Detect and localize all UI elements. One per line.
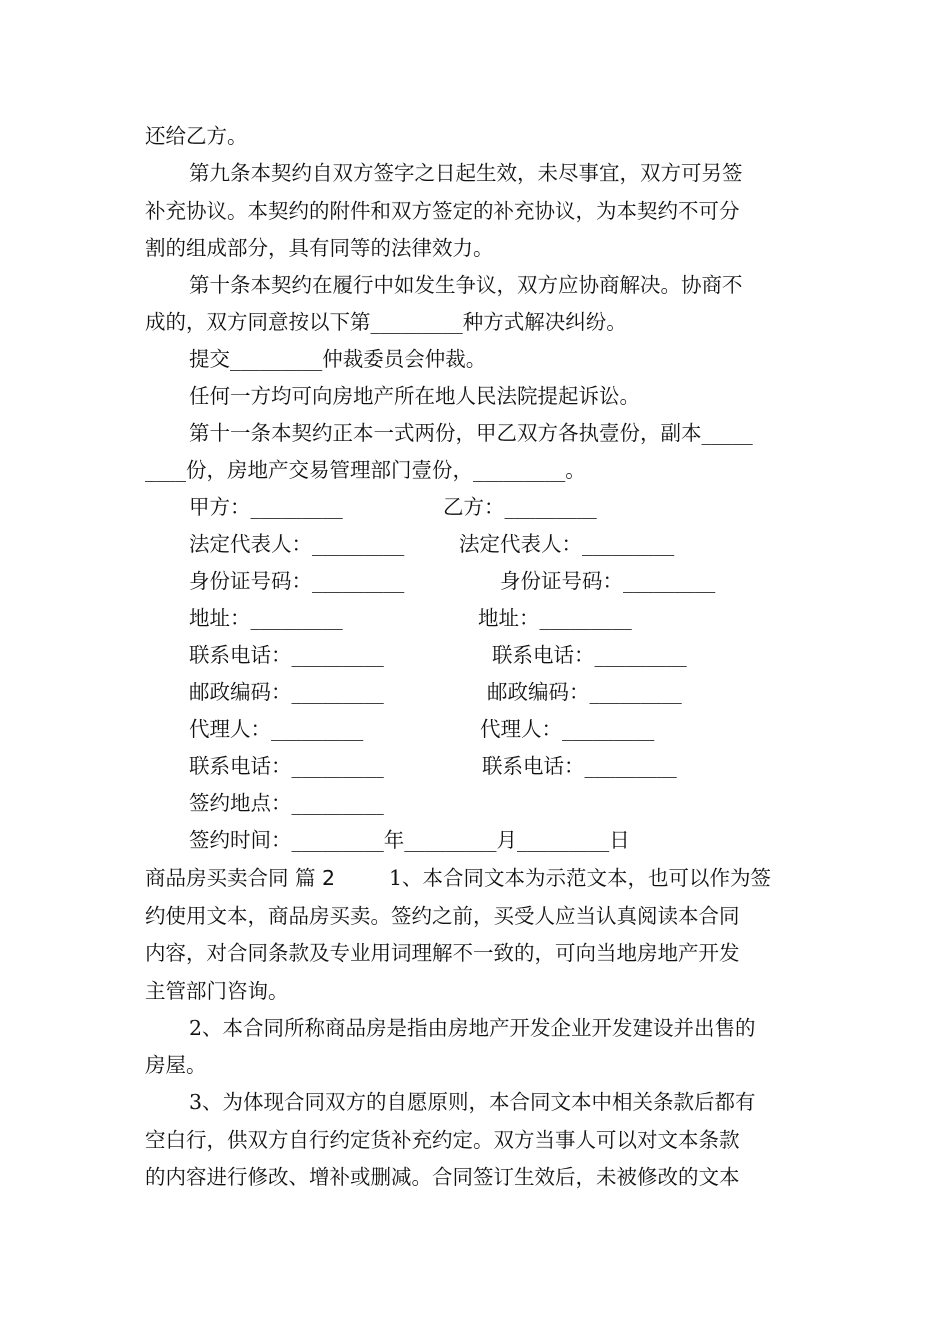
text-line: 内容，对合同条款及专业用词理解不一致的，可向当地房地产开发 [145,941,740,965]
party-a-agent-field: 代理人：_________ [189,717,364,741]
party-a-agent-phone-field: 联系电话：_________ [189,754,384,778]
text-line: 2、本合同所称商品房是指由房地产开发企业开发建设并出售的 [189,1016,756,1040]
party-a-phone-field: 联系电话：_________ [189,643,384,667]
text-line: 还给乙方。 [145,124,248,148]
text-line: 1、本合同文本为示范文本，也可以作为签 [389,866,772,890]
party-b-address-field: 地址：_________ [478,606,632,630]
text-line: 约使用文本，商品房买卖。签约之前，买受人应当认真阅读本合同 [145,904,740,928]
text-line: 成的，双方同意按以下第_________种方式解决纠纷。 [145,310,627,334]
text-line: 提交_________仲裁委员会仲裁。 [189,347,487,371]
party-b-phone-field: 联系电话：_________ [492,643,687,667]
party-b-field: 乙方：_________ [443,495,597,519]
section-2-heading: 商品房买卖合同 篇 2 [145,866,336,890]
text-line: 的内容进行修改、增补或删减。合同签订生效后，未被修改的文本 [145,1165,740,1189]
party-b-agent-field: 代理人：_________ [480,717,655,741]
text-line: ____份，房地产交易管理部门壹份，_________。 [145,458,586,482]
party-a-address-field: 地址：_________ [189,606,343,630]
party-b-agent-phone-field: 联系电话：_________ [482,754,677,778]
text-line: 主管部门咨询。 [145,979,289,1003]
text-line: 3、为体现合同双方的自愿原则，本合同文本中相关条款后都有 [189,1090,756,1114]
party-b-postcode-field: 邮政编码：_________ [487,680,682,704]
text-line: 房屋。 [145,1053,207,1077]
party-b-id-field: 身份证号码：_________ [500,569,716,593]
article-9-line: 第九条本契约自双方签字之日起生效，未尽事宜，双方可另签 [189,161,743,185]
article-10-line: 第十条本契约在履行中如发生争议，双方应协商解决。协商不 [189,273,743,297]
text-line: 任何一方均可向房地产所在地人民法院提起诉讼。 [189,384,640,408]
signing-place-field: 签约地点：_________ [189,791,384,815]
signing-time-field: 签约时间：_________年_________月_________日 [189,828,630,852]
text-line: 空白行，供双方自行约定货补充约定。双方当事人可以对文本条款 [145,1128,740,1152]
article-11-line: 第十一条本契约正本一式两份，甲乙双方各执壹份，副本_____ [189,421,753,445]
party-a-id-field: 身份证号码：_________ [189,569,405,593]
party-b-representative-field: 法定代表人：_________ [459,532,675,556]
text-line: 补充协议。本契约的附件和双方签定的补充协议，为本契约不可分 [145,199,740,223]
party-a-representative-field: 法定代表人：_________ [189,532,405,556]
party-a-postcode-field: 邮政编码：_________ [189,680,384,704]
party-a-field: 甲方：_________ [189,495,343,519]
text-line: 割的组成部分，具有同等的法律效力。 [145,236,494,260]
